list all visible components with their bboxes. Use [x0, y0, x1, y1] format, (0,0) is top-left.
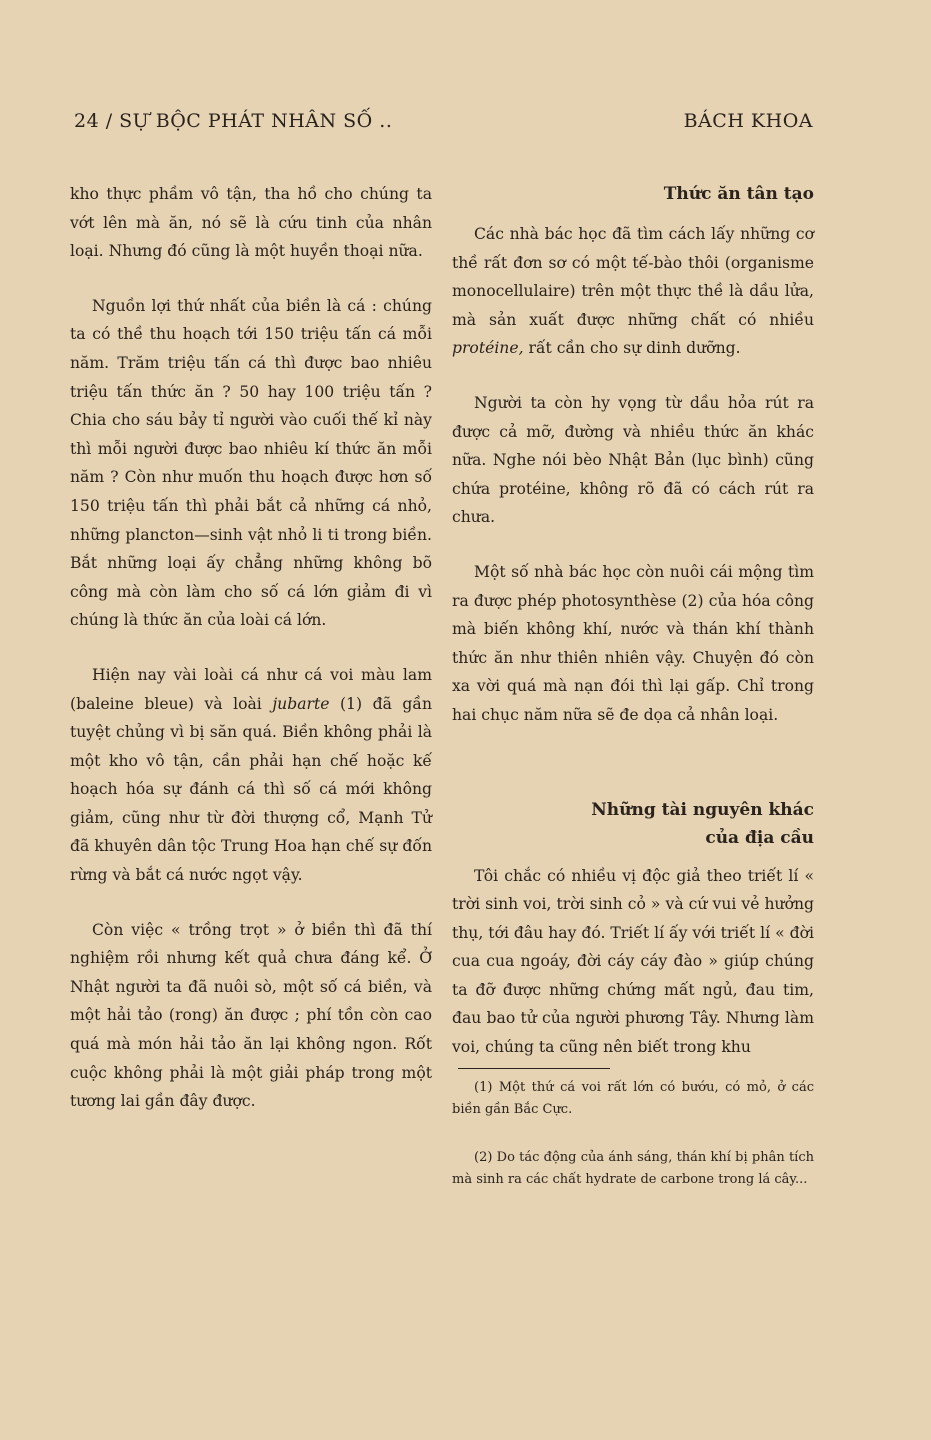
- running-head-left: 24 / SỰ BỘC PHÁT NHÂN SỐ ..: [74, 110, 393, 132]
- footnote: (1) Một thứ cá voi rất lớn có bướu, có mỏ, ở các biền gần Bắc Cực.: [452, 1079, 814, 1117]
- paragraph: Tôi chắc có nhiều vị độc giả theo triết lí « trời sinh voi, trời sinh cỏ » và cứ vui vẻ hưởng thụ, tới đâu hay đó. Triết lí ấy với triết lí « đời cua cua ngoáy, đời cáy cáy đào » giúp chúng ta đỡ được những chứng mất ngủ, đau tim, đau bao tử của người phương Tây. Nhưng làm voi, chúng ta cũng nên biết trong khu: [452, 866, 814, 1057]
- paragraph: [452, 220, 814, 363]
- paragraph-text: (1) đã gần tuyệt chủng vì bị săn quá. Biền không phải là một kho vô tận, cần phải hạn chế hoặc kế hoạch hóa sự đánh cá thì số cá mới không giảm, cũng như từ đời thượng cổ, Mạnh Tử đã khuyên dân tộc Trung Hoa hạn chế sự đốn rừng và bắt cá nước ngọt vậy.: [70, 694, 433, 885]
- footnote-divider: [458, 1068, 610, 1069]
- right-column: [452, 180, 814, 1217]
- footnote: (2) Do tác động của ánh sáng, thán khí bị phân tích mà sinh ra các chất hydrate de carbone trong lá cây...: [452, 1149, 814, 1187]
- paragraph: [70, 661, 432, 890]
- section-heading: [452, 796, 814, 852]
- paragraph: Còn việc « trồng trọt » ở biền thì đã thí nghiệm rồi nhưng kết quả chưa đáng kể. Ở Nhật người ta đã nuôi sò, một số cá biền, và một hải tảo (rong) ăn được ; phí tồn còn cao quá mà món hải tảo ăn lại không ngon. Rốt cuộc không phải là một giải pháp trong một tương lai gần đây được.: [70, 920, 432, 1111]
- paragraph-text: Hiện nay vài loài cá như cá voi màu lam (baleine bleue) và loài: [70, 665, 432, 713]
- running-head: [74, 110, 813, 132]
- left-column: [70, 180, 432, 1142]
- paragraph: Nguồn lợi thứ nhất của biền là cá : chúng ta có thề thu hoạch tới 150 triệu tấn cá mỗi năm. Trăm triệu tấn cá thì được bao nhiêu triệu tấn thức ăn ? 50 hay 100 triệu tấn ? Chia cho sáu bảy tỉ người vào cuối thế kỉ này thì mỗi người được bao nhiêu kí thức ăn mỗi năm ? Còn như muốn thu hoạch được hơn số 150 triệu tấn thì phải bắt cả những cá nhỏ, những plancton—sinh vật nhỏ li ti trong biền. Bắt những loại ấy chẳng những không bõ công mà còn làm cho số cá lớn giảm đi vì chúng là thức ăn của loài cá lớn.: [70, 296, 432, 630]
- paragraph-text: Các nhà bác học đã tìm cách lấy những cơ thề rất đơn sơ có một tế-bào thôi (organisme monocellulaire) trên một thực thề là dầu lửa, mà sản xuất được những chất có nhiều: [452, 225, 814, 329]
- paragraph-text: rất cần cho sự dinh dưỡng.: [523, 339, 741, 358]
- section-heading-line: Những tài nguyên khác: [591, 799, 814, 820]
- paragraph: Một số nhà bác học còn nuôi cái mộng tìm ra được phép photosynthèse (2) của hóa công mà biến không khí, nước và thán khí thành thức ăn như thiên nhiên vậy. Chuyện đó còn xa vời quá mà nạn đói thì lại gấp. Chỉ trong hai chục năm nữa sẽ đe dọa cả nhân loại.: [452, 562, 814, 724]
- running-head-right: BÁCH KHOA: [683, 110, 813, 132]
- section-heading: Thức ăn tân tạo: [663, 184, 814, 204]
- paragraph: kho thực phầm vô tận, tha hồ cho chúng ta vớt lên mà ăn, nó sẽ là cứu tinh của nhân loại. Nhưng đó cũng là một huyền thoại nữa.: [70, 185, 432, 261]
- italic-term: protéine,: [452, 339, 524, 358]
- paragraph: Người ta còn hy vọng từ dầu hỏa rút ra được cả mỡ, đường và nhiều thức ăn khác nữa. Nghe nói bèo Nhật Bản (lục bình) cũng chứa protéine, không rõ đã có cách rút ra chưa.: [452, 393, 814, 527]
- italic-term: jubarte: [272, 694, 330, 713]
- section-heading-line: của địa cầu: [705, 827, 814, 848]
